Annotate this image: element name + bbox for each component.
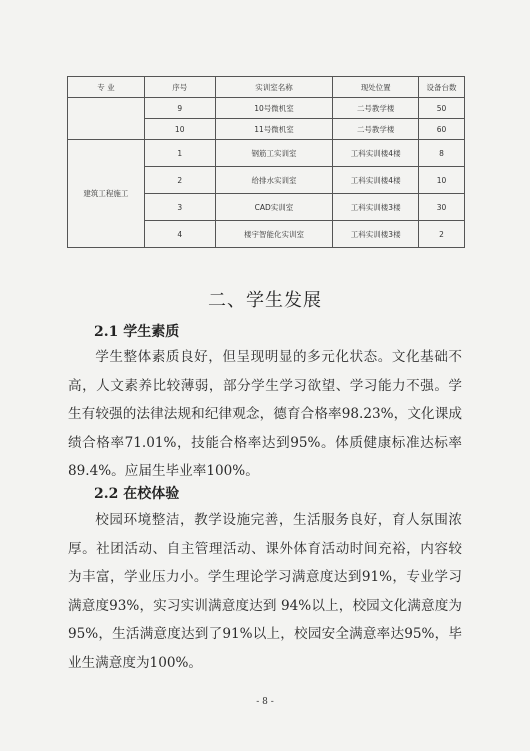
cell-location: 工科实训楼4楼 xyxy=(333,140,419,167)
cell-room-name: 10号微机室 xyxy=(215,98,333,119)
table-row xyxy=(68,98,465,119)
cell-location: 工科实训楼3楼 xyxy=(333,194,419,221)
cell-no: 2 xyxy=(144,167,215,194)
header-count: 设备台数 xyxy=(419,77,465,98)
section-title: 二、学生发展 xyxy=(208,290,322,311)
subsection-heading-campus-experience: 2.2 在校体验 xyxy=(94,486,180,502)
cell-location: 二号教学楼 xyxy=(333,98,419,119)
training-room-table xyxy=(67,76,465,248)
header-location: 现处位置 xyxy=(333,77,419,98)
page-number: - 8 - xyxy=(256,697,274,707)
header-major: 专 业 xyxy=(68,77,145,98)
cell-room-name: 给排水实训室 xyxy=(215,167,333,194)
header-room-name: 实训室名称 xyxy=(215,77,333,98)
cell-room-name: 楼宇智能化实训室 xyxy=(215,221,333,248)
cell-location: 二号教学楼 xyxy=(333,119,419,140)
cell-no: 10 xyxy=(144,119,215,140)
cell-count: 10 xyxy=(419,167,465,194)
major-cell-empty xyxy=(68,98,145,140)
cell-no: 4 xyxy=(144,221,215,248)
cell-room-name: 11号微机室 xyxy=(215,119,333,140)
cell-no: 3 xyxy=(144,194,215,221)
cell-room-name: 钢筋工实训室 xyxy=(215,140,333,167)
header-no: 序号 xyxy=(144,77,215,98)
cell-location: 工科实训楼4楼 xyxy=(333,167,419,194)
paragraph-student-quality: 学生整体素质良好，但呈现明显的多元化状态。文化基础不高，人文素养比较薄弱，部分学生学习欲望、学习能力不强。学生有较强的法律法规和纪律观念，德育合格率98.23%，文化课成绩合格率71.01%，技能合格率达到95%。体质健康标准达标率89.4%。应届生毕业率100%。 xyxy=(68,349,462,480)
table-row xyxy=(68,140,465,167)
cell-location: 工科实训楼3楼 xyxy=(333,221,419,248)
major-cell: 建筑工程施工 xyxy=(68,140,145,248)
cell-count: 2 xyxy=(419,221,465,248)
cell-count: 50 xyxy=(419,98,465,119)
cell-count: 60 xyxy=(419,119,465,140)
cell-no: 9 xyxy=(144,98,215,119)
cell-count: 30 xyxy=(419,194,465,221)
paragraph-campus-experience: 校园环境整洁，教学设施完善，生活服务良好，育人氛围浓厚。社团活动、自主管理活动、课外体育活动时间充裕，内容较为丰富，学业压力小。学生理论学习满意度达到91%，专业学习满意度93%，实习实训满意度达到 94%以上，校园文化满意度为95%，生活满意度达到了91%以上，校园安全满意率达95%，毕业生满意度为100%。 xyxy=(68,512,462,671)
cell-room-name: CAD实训室 xyxy=(215,194,333,221)
subsection-heading-student-quality: 2.1 学生素质 xyxy=(94,324,180,340)
table-header-row xyxy=(68,77,465,98)
cell-count: 8 xyxy=(419,140,465,167)
cell-no: 1 xyxy=(144,140,215,167)
